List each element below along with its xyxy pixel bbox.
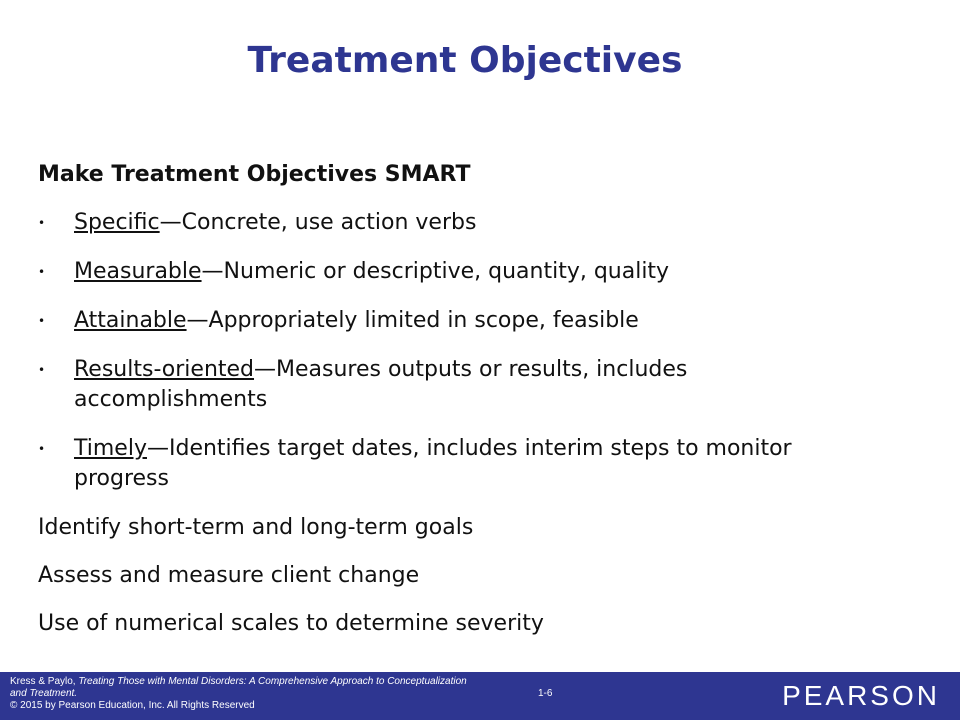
page-number: 1-6 — [538, 688, 553, 699]
bullet-icon: • — [38, 265, 46, 279]
smart-description: —Identifies target dates, includes interim steps to monitor progress — [74, 436, 792, 491]
smart-term: Measurable — [74, 259, 202, 284]
list-item — [38, 355, 868, 415]
list-item — [38, 208, 868, 238]
smart-term: Results-oriented — [74, 357, 255, 382]
credit-rights: © 2015 by Pearson Education, Inc. All Rights Reserved — [10, 700, 255, 711]
smart-description: —Measures outputs or results, includes accomplishments — [74, 357, 688, 412]
smart-description: —Concrete, use action verbs — [159, 210, 477, 235]
footer-bar — [0, 672, 960, 720]
smart-description: —Numeric or descriptive, quantity, quality — [201, 259, 670, 284]
copyright-credit — [10, 676, 480, 712]
bullet-icon: • — [38, 363, 46, 377]
bullet-icon: • — [38, 442, 46, 456]
credit-authors: Kress & Paylo, — [10, 676, 79, 687]
smart-term: Specific — [74, 210, 160, 235]
list-item — [38, 306, 868, 336]
list-item — [38, 257, 868, 287]
section-heading: Make Treatment Objectives SMART — [38, 162, 471, 187]
smart-term: Attainable — [74, 308, 187, 333]
list-item — [38, 434, 868, 494]
bullet-icon: • — [38, 216, 46, 230]
smart-term: Timely — [74, 436, 147, 461]
pearson-logo: PEARSON — [782, 680, 940, 711]
slide-title: Treatment Objectives — [247, 40, 683, 81]
smart-description: —Appropriately limited in scope, feasible — [186, 308, 639, 333]
point-goals: Identify short-term and long-term goals — [38, 515, 474, 540]
bullet-icon: • — [38, 314, 46, 328]
credit-book-title: Treating Those with Mental Disorders: A Comprehensive Approach to Conceptualization and Treatment. — [10, 676, 467, 699]
smart-list — [38, 208, 868, 513]
point-numerical-scales: Use of numerical scales to determine severity — [38, 611, 544, 636]
point-client-change: Assess and measure client change — [38, 563, 420, 588]
